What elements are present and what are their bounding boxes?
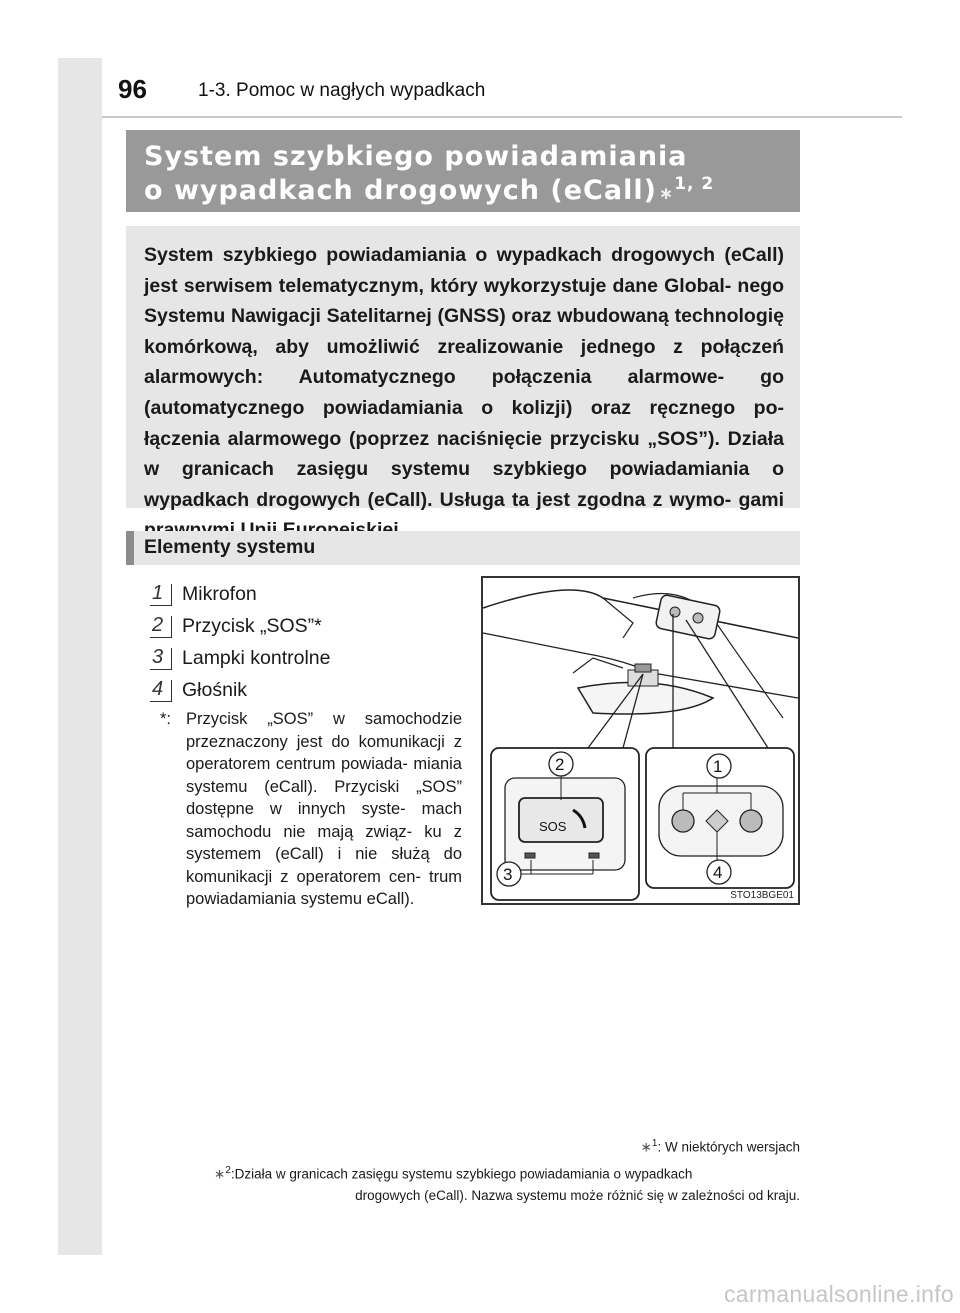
callout-3: 3 bbox=[503, 865, 513, 884]
footnote-1: ∗$^1$: W niektórych wersjach bbox=[640, 1138, 800, 1155]
note-mark: *: bbox=[160, 710, 172, 728]
footnote-2-continued: drogowych (eCall). Nazwa systemu może różnić się w zależności od kraju. bbox=[355, 1187, 800, 1203]
list-item bbox=[150, 674, 460, 706]
page-number: 96 bbox=[118, 74, 147, 104]
asterisk-icon: ∗ bbox=[214, 1166, 226, 1182]
watermark: carmanualsonline.info bbox=[723, 1281, 954, 1307]
section-heading-text: Elementy systemu bbox=[144, 536, 316, 558]
side-bar bbox=[58, 58, 102, 1255]
section-title-box bbox=[126, 130, 800, 212]
callout-2: 2 bbox=[555, 755, 565, 774]
section-title bbox=[144, 140, 782, 211]
title-line-2-text: o wypadkach drogowych (eCall) bbox=[144, 175, 657, 206]
number-1-icon: 1 bbox=[150, 582, 172, 606]
overhead-console-illustration bbox=[483, 578, 798, 903]
figure-code: STO13BGE01 bbox=[730, 890, 794, 901]
button-note bbox=[160, 708, 462, 911]
list-item bbox=[150, 610, 460, 642]
title-line-2 bbox=[144, 174, 782, 211]
item-label: Lampki kontrolne bbox=[182, 646, 331, 669]
item-label: Głośnik bbox=[182, 678, 248, 701]
callout-4: 4 bbox=[713, 863, 723, 882]
footnote-2: ∗$^2$:Działa w granicach zasięgu systemu szybkiego powiadamiania o wypadkach drogowych (eCall). Nazwa systemu może różnić się w zależności od kraju. bbox=[214, 1160, 800, 1206]
note-text: Przycisk „SOS” w samochodzie przeznaczony jest do komunikacji z operatorem centrum powiada- miania systemu (eCall). Przyciski „SOS” dostępne w innych syste- mach samochodu nie mają związ- ku z systemem (eCall) i nie służą do komunikacji z operatorem cen- trum powiadamiania systemu eCall). bbox=[186, 710, 462, 908]
number-2-icon: 2 bbox=[150, 614, 172, 638]
header-rule bbox=[102, 116, 902, 118]
number-4-icon: 4 bbox=[150, 678, 172, 702]
number-3-icon: 3 bbox=[150, 646, 172, 670]
asterisk-icon: ∗ bbox=[640, 1139, 652, 1155]
intro-text: System szybkiego powiadamiania o wypadkach drogowych (eCall) jest serwisem telematycznym, który wykorzystuje dane Global- nego Systemu Nawigacji Satelitarnej (GNSS) oraz wbudowaną technologię komórkową, aby umożliwić zrealizowanie jednego z połączeń alarmowych: Automatycznego połączenia alarmowe- go (automatycznego powiadamiania o kolizji) oraz ręcznego po- łączenia alarmowego (poprzez naciśnięcie przycisku „SOS”). Działa w granicach zasięgu systemu szybkiego powiadamiania o wypadkach drogowych (eCall). Usługa ta jest zgodna z wymo- gami bbox=[144, 244, 784, 511]
system-illustration bbox=[481, 576, 800, 905]
component-list bbox=[150, 578, 460, 706]
list-item bbox=[150, 642, 460, 674]
chapter-title: 1-3. Pomoc w nagłych wypadkach bbox=[198, 80, 486, 101]
section-heading bbox=[126, 531, 800, 565]
sos-label: SOS bbox=[539, 819, 567, 834]
item-label: Mikrofon bbox=[182, 582, 257, 605]
title-line-1: System szybkiego powiadamiania bbox=[144, 141, 688, 172]
list-item bbox=[150, 578, 460, 610]
intro-box bbox=[126, 226, 800, 511]
asterisk-icon: ∗ bbox=[658, 184, 675, 204]
title-footnote-refs: 1, 2 bbox=[674, 174, 715, 194]
item-label: Przycisk „SOS”* bbox=[182, 614, 322, 637]
callout-1: 1 bbox=[713, 757, 723, 776]
